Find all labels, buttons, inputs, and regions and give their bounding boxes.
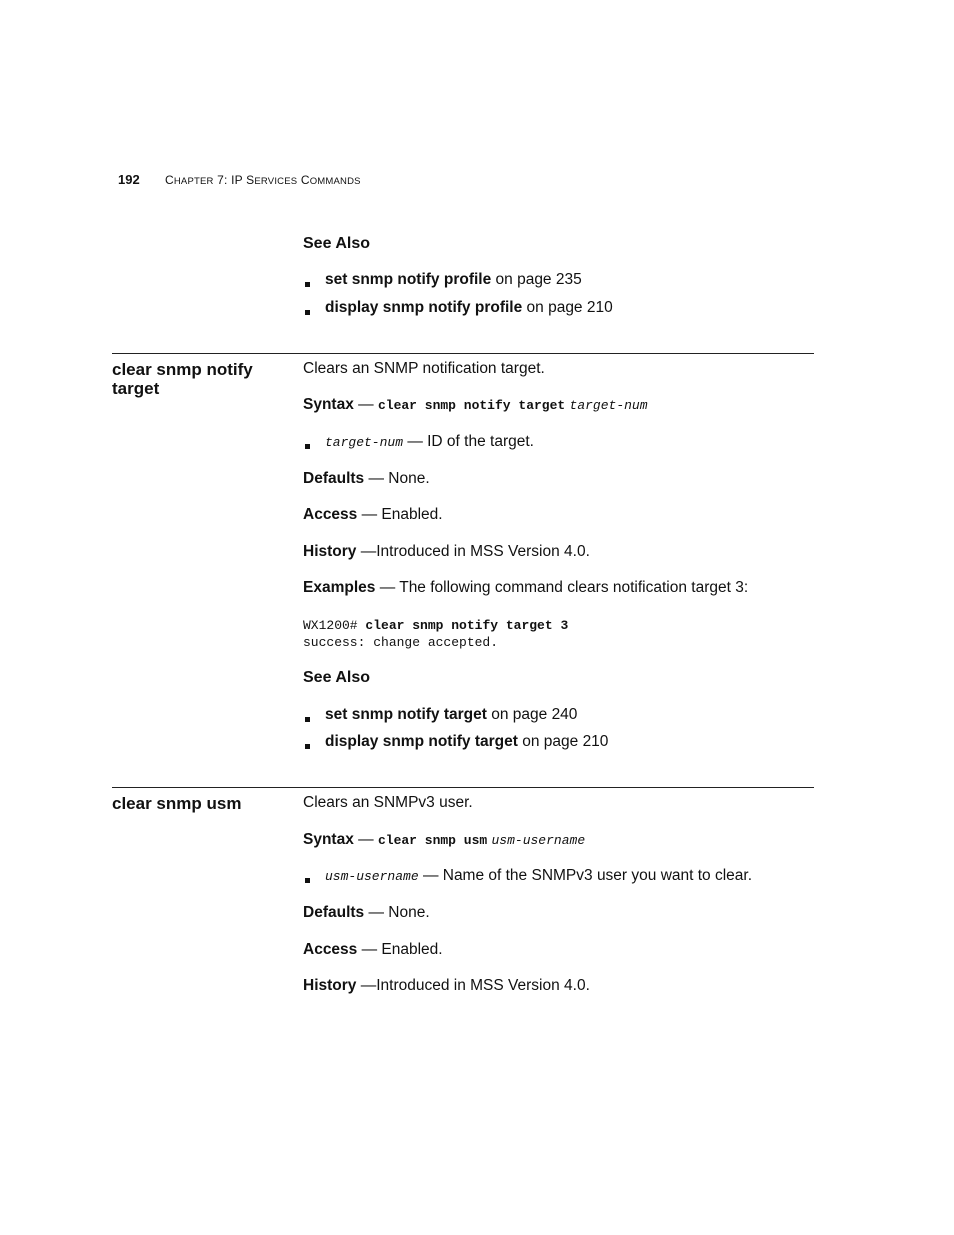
access-line: Access — Enabled. bbox=[303, 941, 443, 958]
page-number: 192 bbox=[118, 172, 140, 187]
defaults-line: Defaults — None. bbox=[303, 904, 430, 921]
see-also-heading: See Also bbox=[303, 235, 370, 252]
syntax-line: Syntax — clear snmp notify target target-num bbox=[303, 396, 648, 413]
section-title: clear snmp notify target bbox=[112, 360, 253, 398]
see-also-link[interactable]: set snmp notify profile on page 235 bbox=[325, 271, 582, 288]
parameter-item: target-num — ID of the target. bbox=[325, 433, 534, 450]
parameter-item: usm-username — Name of the SNMPv3 user you want to clear. bbox=[325, 867, 753, 884]
section-divider bbox=[112, 787, 814, 788]
defaults-line: Defaults — None. bbox=[303, 470, 430, 487]
syntax-line: Syntax — clear snmp usm usm-username bbox=[303, 831, 586, 848]
section-description: Clears an SNMPv3 user. bbox=[303, 794, 473, 811]
bullet-icon bbox=[305, 282, 310, 287]
section-divider bbox=[112, 353, 814, 354]
access-line: Access — Enabled. bbox=[303, 506, 443, 523]
bullet-icon bbox=[305, 744, 310, 749]
see-also-link[interactable]: display snmp notify target on page 210 bbox=[325, 733, 609, 750]
history-line: History —Introduced in MSS Version 4.0. bbox=[303, 543, 590, 560]
see-also-link[interactable]: display snmp notify profile on page 210 bbox=[325, 299, 613, 316]
chapter-number: 7: IP S bbox=[213, 173, 255, 187]
section-title: clear snmp usm bbox=[112, 794, 242, 813]
chapter-c: C bbox=[297, 173, 310, 187]
code-example: WX1200# clear snmp notify target 3 success: change accepted. bbox=[303, 618, 569, 650]
section-description: Clears an SNMP notification target. bbox=[303, 360, 545, 377]
history-line: History —Introduced in MSS Version 4.0. bbox=[303, 977, 590, 994]
examples-line: Examples — The following command clears notification target 3: bbox=[303, 579, 749, 596]
chapter-word: HAPTER bbox=[173, 176, 214, 187]
bullet-icon bbox=[305, 310, 310, 315]
chapter-header bbox=[165, 173, 361, 187]
chapter-services: ERVICES bbox=[254, 176, 298, 187]
bullet-icon bbox=[305, 444, 310, 449]
bullet-icon bbox=[305, 717, 310, 722]
chapter-commands: OMMANDS bbox=[309, 176, 361, 187]
see-also-link[interactable]: set snmp notify target on page 240 bbox=[325, 706, 578, 723]
bullet-icon bbox=[305, 878, 310, 883]
see-also-heading: See Also bbox=[303, 669, 370, 686]
chapter-letter: C bbox=[165, 173, 174, 187]
